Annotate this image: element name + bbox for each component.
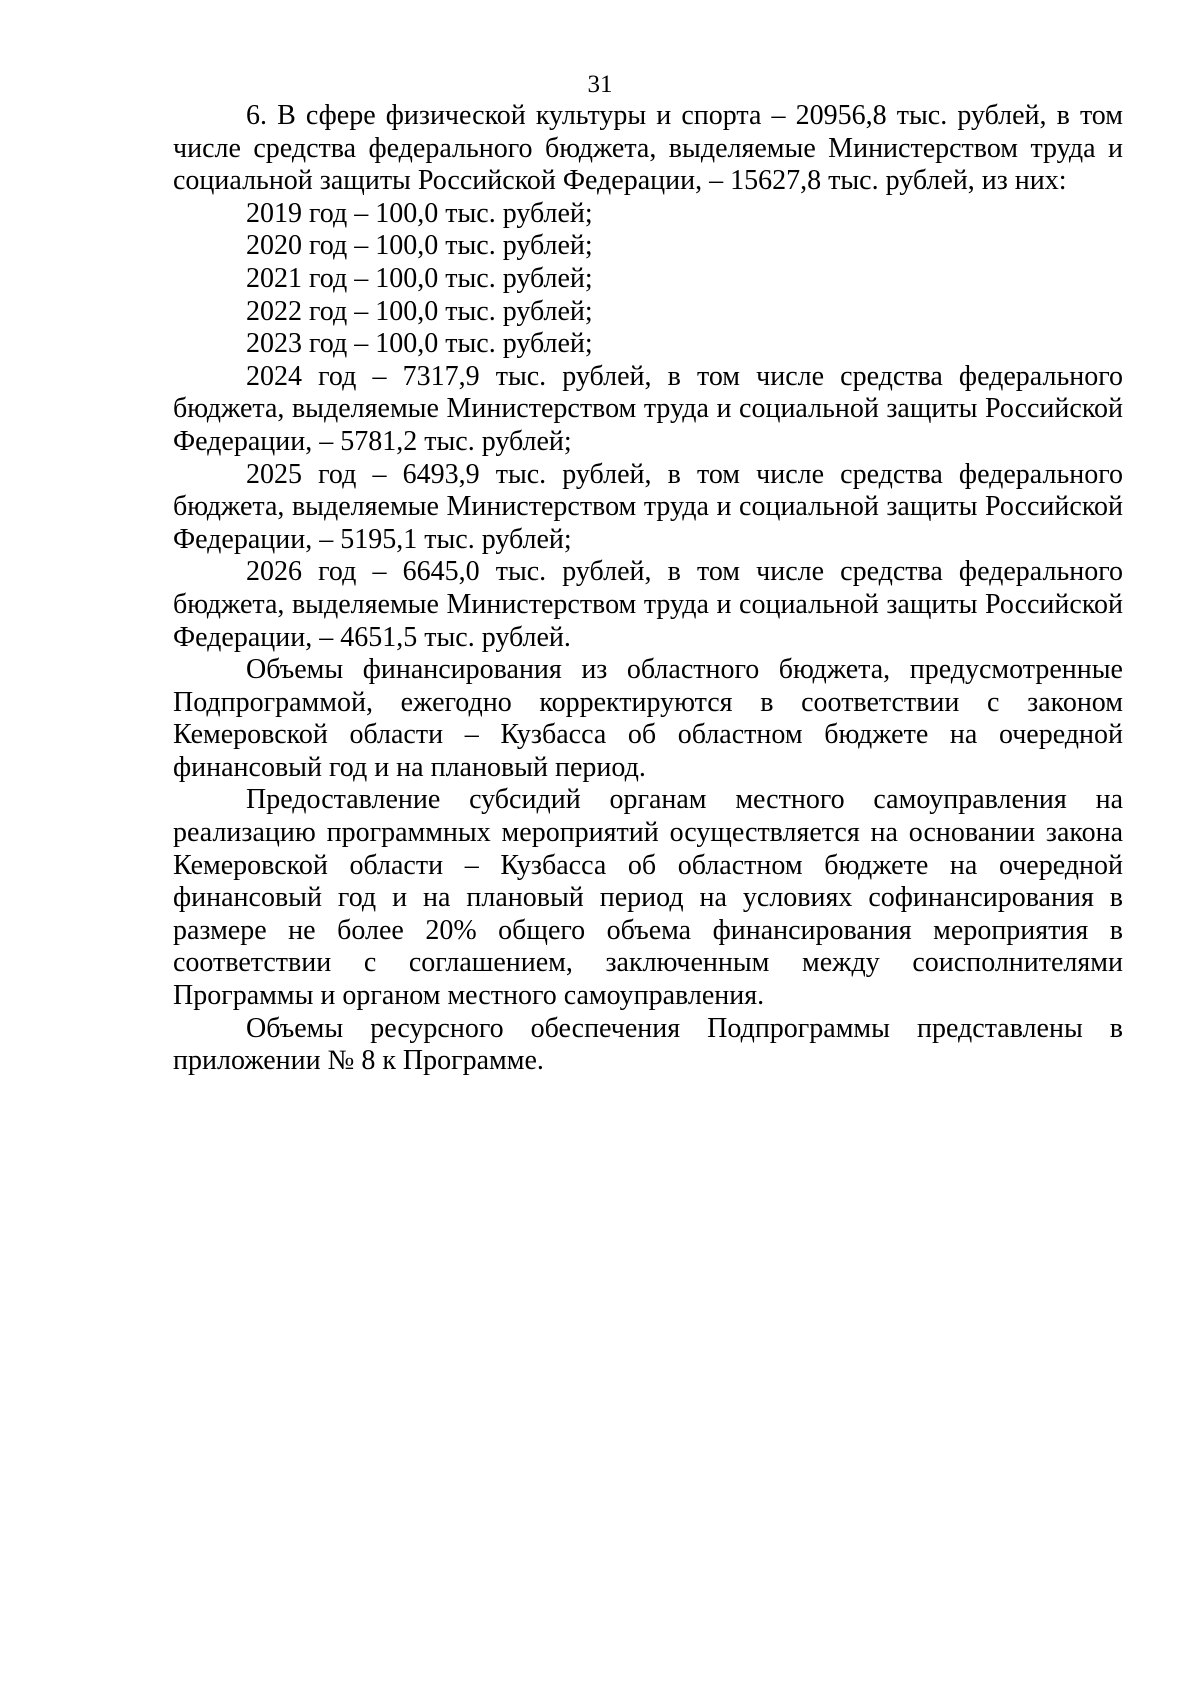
funding-year-2025: 2025 год – 6493,9 тыс. рублей, в том числе средства федерального бюджета, выделяемые Министерством труда и социальной защиты Российской Федерации, – 5195,1 тыс. рублей; bbox=[173, 458, 1123, 555]
page-number: 31 bbox=[587, 71, 613, 98]
paragraph-resources: Объемы ресурсного обеспечения Подпрограммы представлены в приложении № 8 к Программе. bbox=[173, 1012, 1123, 1077]
funding-year-2021: 2021 год – 100,0 тыс. рублей; bbox=[246, 262, 593, 294]
paragraph-volumes: Объемы финансирования из областного бюджета, предусмотренные Подпрограммой, ежегодно корректируются в соответствии с законом Кемеровской области – Кузбасса об областном бюджете на очередной финансовый год и на плановый период. bbox=[173, 654, 1123, 783]
funding-year-2023: 2023 год – 100,0 тыс. рублей; bbox=[246, 328, 593, 360]
funding-year-2020: 2020 год – 100,0 тыс. рублей; bbox=[246, 230, 593, 262]
funding-year-2022: 2022 год – 100,0 тыс. рублей; bbox=[246, 295, 593, 327]
funding-year-2026: 2026 год – 6645,0 тыс. рублей, в том числе средства федерального бюджета, выделяемые Министерством труда и социальной защиты Российской Федерации, – 4651,5 тыс. рублей. bbox=[173, 556, 1123, 653]
document-body bbox=[173, 100, 1123, 1078]
paragraph-subsidies: Предоставление субсидий органам местного самоуправления на реализацию программных мероприятий осуществляется на основании закона Кемеровской области – Кузбасса об областном бюджете на очередной финансовый год и на плановый период на условиях софинансирования в размере не более 20% общего объема финансирования мероприятия в соответствии с соглашением, заключенным между соисполнителями Программы и органом местного самоуправления. bbox=[173, 784, 1123, 1012]
funding-year-2019: 2019 год – 100,0 тыс. рублей; bbox=[246, 197, 593, 229]
paragraph-sport-funding: 6. В сфере физической культуры и спорта – 20956,8 тыс. рублей, в том числе средства федерального бюджета, выделяемые Министерством труда и социальной защиты Российской Федерации, – 15627,8 тыс. рублей, из них: bbox=[173, 100, 1123, 197]
funding-year-2024: 2024 год – 7317,9 тыс. рублей, в том числе средства федерального бюджета, выделяемые Министерством труда и социальной защиты Российской Федерации, – 5781,2 тыс. рублей; bbox=[173, 360, 1123, 457]
